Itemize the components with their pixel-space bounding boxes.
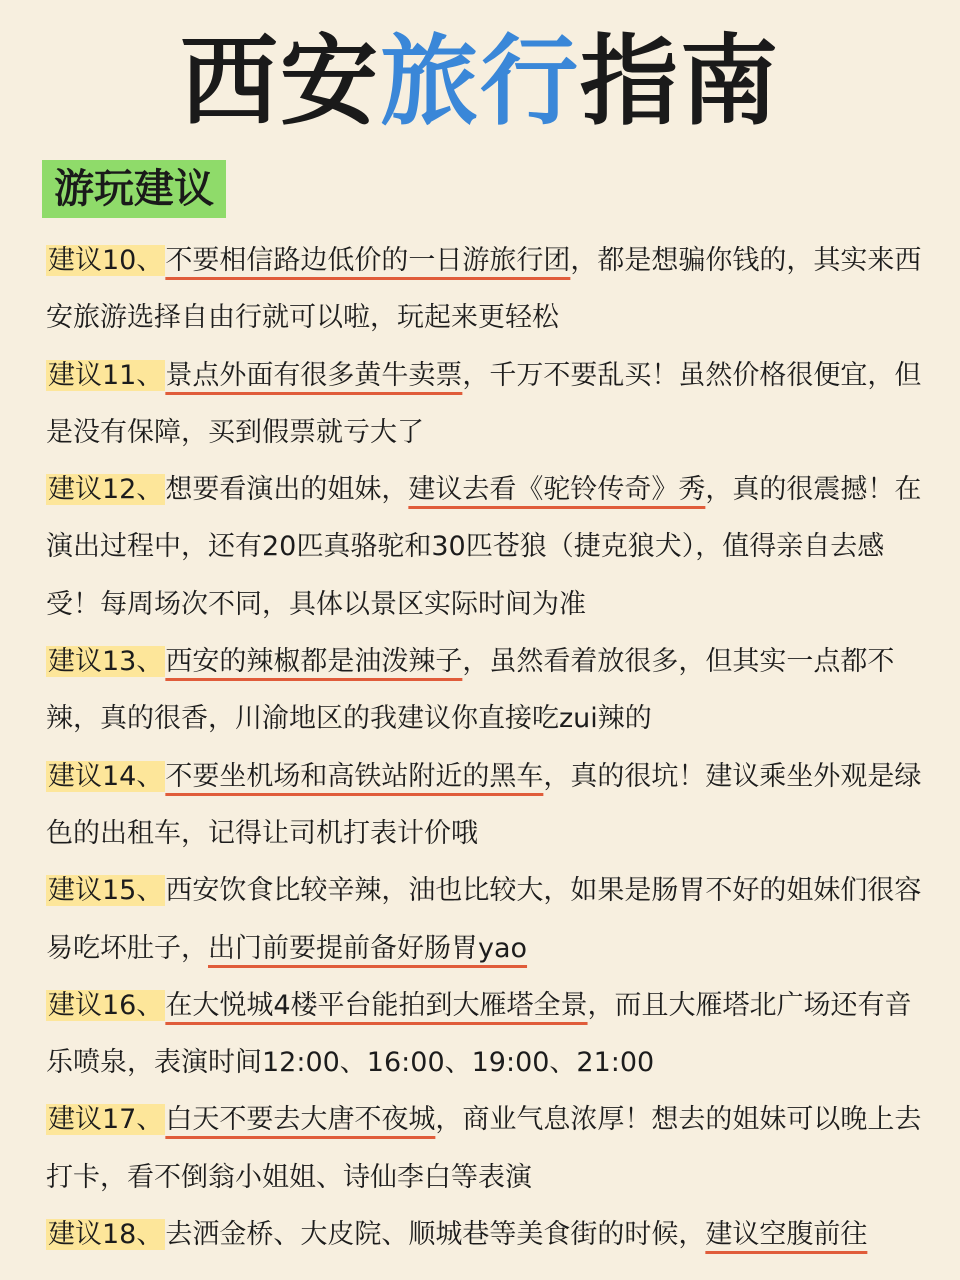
- tip-label: 建议12、: [48, 474, 164, 506]
- tip-highlight: 白天不要去大唐不夜城: [165, 1104, 436, 1136]
- tip-text: ，千万不要乱买！虽然价格很便宜，但是没有保障，买到假票就亏大了: [46, 359, 922, 448]
- tip-item: [46, 1091, 922, 1206]
- tip-text: ，虽然看着放很多，但其实一点都不辣，真的很香，川渝地区的我建议你直接吃zui辣的: [46, 646, 895, 735]
- tip-item: [46, 461, 922, 633]
- tip-label: 建议15、: [48, 875, 164, 907]
- tip-text: ，真的很坑！建议乘坐外观是绿色的出租车，记得让司机打表计价哦: [46, 760, 922, 849]
- tip-item: [46, 748, 922, 863]
- tip-label: 建议17、: [48, 1104, 164, 1136]
- tip-item: [46, 232, 922, 347]
- tip-label: 建议10、: [48, 245, 164, 276]
- tip-highlight: 西安的辣椒都是油泼辣子: [165, 646, 463, 678]
- tip-text: ，都是想骗你钱的，其实来西安旅游选择自由行就可以啦，玩起来更轻松: [46, 245, 922, 334]
- tip-label: 建议11、: [48, 359, 164, 391]
- section-heading: 游玩建议: [42, 160, 226, 218]
- tip-highlight: 不要坐机场和高铁站附近的黑车: [165, 760, 544, 792]
- tip-label: 建议16、: [48, 989, 164, 1021]
- tip-highlight: 景点外面有很多黄牛卖票: [165, 359, 463, 391]
- title-part-1: 西安: [179, 25, 380, 139]
- title-part-2: 旅行: [379, 25, 580, 139]
- tip-label: 建议18、: [48, 1219, 164, 1251]
- tip-highlight: 建议空腹前往: [705, 1219, 868, 1251]
- tip-text: ，真的很震撼！在演出过程中，还有20匹真骆驼和30匹苍狼（捷克狼犬），值得亲自去感受！每周场次不同，具体以景区实际时间为准: [46, 474, 922, 620]
- tip-text: 西安饮食比较辛辣，油也比较大，如果是肠胃不好的姐妹们很容易吃坏肚子，: [46, 875, 922, 964]
- tip-item: [46, 633, 922, 748]
- tip-label: 建议14、: [48, 760, 164, 792]
- tip-text: ，而且大雁塔北广场还有音乐喷泉，表演时间12:00、16:00、19:00、21:00: [46, 989, 912, 1079]
- page-title: [0, 22, 960, 142]
- tip-item: [46, 977, 922, 1092]
- tip-highlight: 在大悦城4楼平台能拍到大雁塔全景: [165, 989, 588, 1021]
- tip-highlight: 出门前要提前备好肠胃yao: [208, 932, 528, 964]
- tip-text: ，商业气息浓厚！想去的姐妹可以晚上去打卡，看不倒翁小姐姐、诗仙李白等表演: [46, 1104, 922, 1193]
- tip-text: 想要看演出的姐妹，: [165, 474, 409, 506]
- tip-item: [46, 347, 922, 462]
- title-part-3: 指南: [580, 25, 781, 139]
- tip-highlight: 不要相信路边低价的一日游旅行团: [165, 245, 571, 276]
- tip-item: [46, 862, 922, 977]
- tip-text: 去洒金桥、大皮院、顺城巷等美食街的时候，: [165, 1219, 706, 1251]
- tips-list: [46, 232, 922, 1263]
- tip-item: [46, 1206, 922, 1263]
- tip-highlight: 建议去看《驼铃传奇》秀: [408, 474, 706, 506]
- tip-label: 建议13、: [48, 646, 164, 678]
